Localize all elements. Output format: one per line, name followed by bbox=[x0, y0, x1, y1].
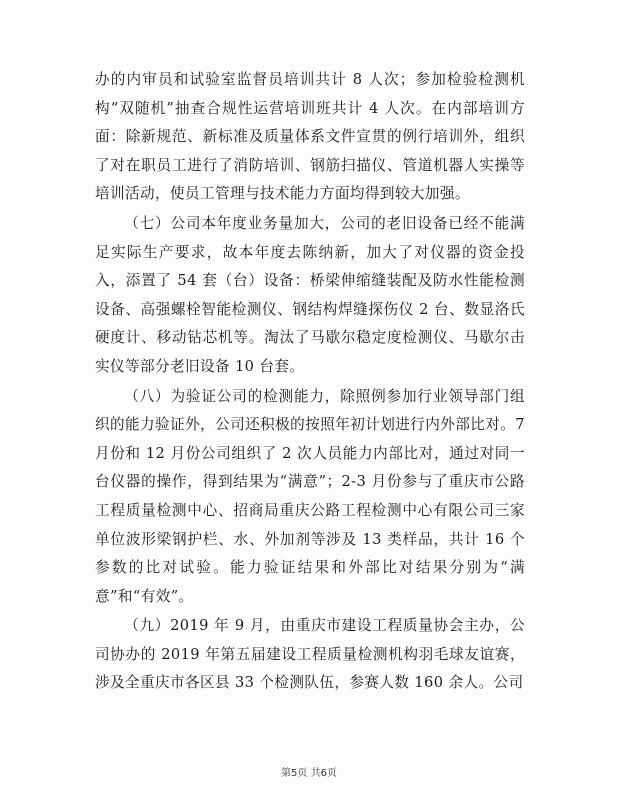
paragraph-badminton-event: （九）2019 年 9 月，由重庆市建设工程质量协会主办，公司协办的 2019 年第五届建设工程质量检测机构羽毛球友谊赛，涉及全重庆市各区县 33 个检测队伍，参赛人数 160 余人。公司 bbox=[95, 617, 525, 692]
paragraph-proficiency-testing: （八）为验证公司的检测能力，除照例参加行业领导部门组织的能力验证外，公司还积极的按照年初计划进行内外部比对。7 月份和 12 月份公司组织了 2 次人员能力内部比对，通过对同一台仪器的操作，得到结果为“满意”；2-3 月份参与了重庆市公路工程质量检测中心、招商局重庆公路工程检测中心有限公司三家单位波形梁钢护栏、水、外加剂等涉及 13 类样品，共计 16 个参数的比对试验。能力验证结果和外部比对结果分别为“满意”和“有效”。 bbox=[95, 387, 525, 605]
paragraph-training-continued: 办的内审员和试验室监督员培训共计 8 人次；参加检验检测机构“双随机”抽查合规性运营培训班共计 4 人次。在内部培训方面：除新规范、新标准及质量体系文件宣贯的例行培训外，组织了对在职员工进行了消防培训、钢筋扫描仪、管道机器人实操等培训活动，使员工管理与技术能力方面均得到较大加强。 bbox=[95, 71, 525, 203]
paragraph-equipment: （七）公司本年度业务量加大，公司的老旧设备已经不能满足实际生产要求，故本年度去陈纳新，加大了对仪器的资金投入，添置了 54 套（台）设备：桥梁伸缩缝装配及防水性能检测设备、高强螺栓智能检测仪、钢结构焊缝探伤仪 2 台、数显洛氏硬度计、移动钻芯机等。淘汰了马歇尔稳定度检测仪、马歇尔击实仪等部分老旧设备 10 台套。 bbox=[95, 214, 525, 375]
document-body bbox=[95, 66, 525, 698]
page-number-footer: 第5页 共6页 bbox=[281, 768, 337, 779]
